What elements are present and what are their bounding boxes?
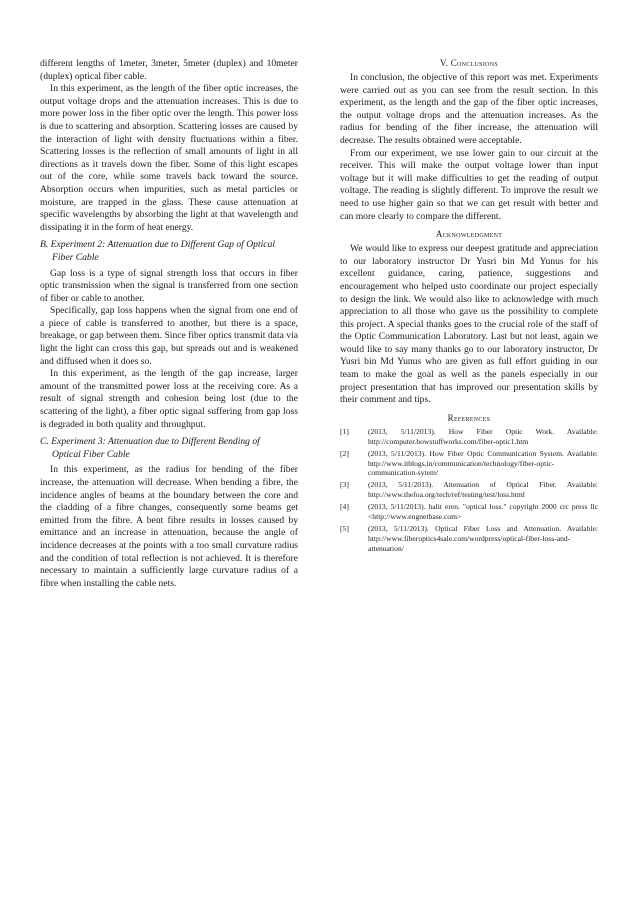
subsection-heading-b bbox=[40, 239, 298, 264]
subsection-c-title-line1: Experiment 3: Attenuation due to Different Bending of bbox=[51, 436, 260, 448]
paragraph-gap-loss-definition: Gap loss is a type of signal strength loss that occurs in fiber optic transmission when the signal is transferred from one section of fiber or cable to another. bbox=[40, 267, 298, 304]
reference-number: [2] bbox=[340, 448, 349, 458]
reference-number: [3] bbox=[340, 480, 349, 490]
conclusions-heading: V. Conclusions bbox=[439, 58, 499, 68]
subsection-c-label: C. bbox=[40, 436, 49, 448]
acknowledgment-heading: Acknowledgment bbox=[435, 229, 503, 240]
reference-item bbox=[340, 480, 598, 500]
subsection-b-title-line1: Experiment 2: Attenuation due to Different Gap of Optical bbox=[50, 239, 276, 251]
subsection-c-title-line2: Optical Fiber Cable bbox=[52, 448, 130, 460]
reference-text: (2013, 5/11/2013). halit eren. "optical loss." copyright 2000 crc press llc <http://www.engnetbase.com> bbox=[368, 502, 598, 522]
reference-item bbox=[340, 427, 598, 447]
paragraph-intro-continued: different lengths of 1meter, 3meter, 5meter (duplex) and 10meter (duplex) optical fiber cable. bbox=[40, 58, 298, 82]
paragraph-gap-loss-detail: Specifically, gap loss happens when the signal from one end of a piece of cable is transferred to another, but there is a space, breakage, or gap between them. Since fiber optics transmit data via light the light can cross this gap, but spreads out and is weakened and diffused when it does so. bbox=[40, 305, 298, 367]
references-list bbox=[340, 427, 598, 554]
reference-number: [4] bbox=[340, 502, 349, 512]
paragraph-acknowledgment: We would like to express our deepest gratitude and appreciation to our laboratory instructor Dr Yusri bin Md Yunus for his excellent guidance, caring, patience, suggestions and encouragement who helped usto coordinate our project especially to design the link. We would also like to acknowledge with much appreciation to all those who gave us the possibility to complete this project. A special thanks goes to the crucial role of the staff of the Optic Communication Laboratory. Last but not least, again we would like to say many thanks go to our laboratory instructor, Dr Yusri bin Md Yunus who are given as full effort guiding in our team to make the goal as well as the panels especially in our project presentation that has improved our presentation skills by their comment and tips. bbox=[340, 243, 598, 406]
references-heading: References bbox=[447, 412, 491, 423]
right-column bbox=[340, 58, 598, 556]
subsection-b-title-line2: Fiber Cable bbox=[52, 251, 99, 263]
reference-item bbox=[340, 502, 598, 522]
left-column bbox=[40, 58, 298, 590]
subsection-b-label: B. bbox=[40, 239, 49, 251]
reference-number: [5] bbox=[340, 524, 349, 533]
reference-text: (2013, 5/11/2013). How Fiber Optic Work. Available: http://computer.howstuffworks.com/fiber-optic1.htm bbox=[368, 426, 598, 446]
reference-number: [1] bbox=[340, 426, 349, 436]
paragraph-bending-experiment: In this experiment, as the radius for bending of the fiber increase, the attenuation will decrease. When bending a fibre, the incidence angles of beams at the boundary between the core and the cladding of a fibre changes, consequently some beams get emitted from the fibre. A bent fibre results in losses caused by emittance and an increase in attenuation, because the angle of incidence decreases at the points with a too small curvature radius and the condition of total reflection is not achieved. It is therefore necessary to maintain a sufficiently large curvature radius of a fibre when installing the cable nets. bbox=[40, 464, 298, 589]
reference-text: (2013, 5/11/2013). Optical Fiber Loss and Attenuation. Available: http://www.fiberoptics4sale.com/wordpress/optical-fiber-loss-and-attenuation/ bbox=[368, 524, 598, 553]
paragraph-conclusion-1: In conclusion, the objective of this report was met. Experiments were carried out as you can see from the result section. In this experiment, as the length and the gap of the fiber optic increases, the output voltage drops and the attenuation increases. As the radius for bending of the fiber increase, the attenuation will decrease. The results obtained were acceptable. bbox=[340, 72, 598, 146]
subsection-heading-c bbox=[40, 436, 298, 461]
reference-text: (2013, 5/11/2013). How Fiber Optic Communication System. Available: http://www.itblogs.in/communication/technology/fiber-optic-communication-sytem/ bbox=[368, 448, 598, 478]
reference-item bbox=[340, 524, 598, 554]
paragraph-length-attenuation: In this experiment, as the length of the fiber optic increases, the output voltage drops and the attenuation increases. This is due to more power loss in the fiber optic over the length. This power loss is due to scattering and absorption. Scattering losses are caused by the interaction of light with density fluctuations within a fiber. Scattering losses is the reflection of small amounts of light in all directions as it travels down the fiber. Some of this light escapes out of the core, while some travels back toward the source. Absorption occurs when impurities, such as metal particles or moisture, are trapped in the glass. These cause attenuation at specific wavelengths by absorbing the light at that wavelength and dissipating it in the form of heat energy. bbox=[40, 83, 298, 233]
reference-item bbox=[340, 449, 598, 479]
reference-text: (2013, 5/11/2013). Attenuation of Optical Fiber. Available: http://www.thefoa.org/tech/ref/testing/test/loss.html bbox=[368, 480, 598, 500]
paragraph-gap-experiment: In this experiment, as the length of the gap increase, larger amount of the transmitted power loss at the receiving core. As a result of signal strength and cohesion being lost (due to the scattering of the light), a fiber optic signal suffering from gap loss is degraded in both quality and throughput. bbox=[40, 368, 298, 430]
paragraph-conclusion-2: From our experiment, we use lower gain to our circuit at the receiver. This will make the output voltage lower than input voltage but it will make difficulties to get the reading of output voltage. The reading is slightly different. To improve the result we need to use higher gain so that we can get result with better and can more clearly to compare the different. bbox=[340, 147, 598, 222]
